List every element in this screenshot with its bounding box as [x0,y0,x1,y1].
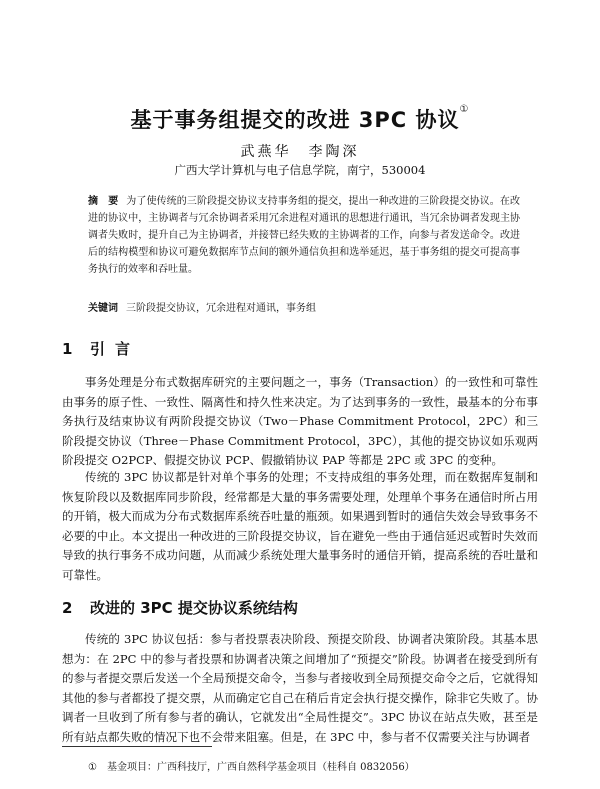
affiliation: 广西大学计算机与电子信息学院，南宁，530004 [174,163,426,177]
keywords [88,302,520,316]
paper-title-text: 基于事务组提交的改进 3PC 协议 [130,108,460,132]
footnote [88,758,415,773]
footnote-mark: ① [88,762,97,773]
footnote-text: 基金项目：广西科技厅，广西自然科学基金项目（桂科自 0832056） [106,762,415,773]
section-2-heading [62,597,298,618]
section-2-paragraph-1: 传统的 3PC 协议包括：参与者投票表决阶段、预提交阶段、协调者决策阶段。其基本思想为：在 2PC 中的参与者投票和协调者决策之间增加了“预提交”阶段。协调者在接受到所有的参与者提交票后发送一个全局预提交命令，当参与者接收到全局预提交命令之后，它就得知其他的参与者都投了提交票，从而确定它自己在稍后肯定会执行提交操作，除非它失败了。协调者一旦收到了所有参与者的确认，它就发出“全局性提交”。3PC 协议在站点失败，甚至是所有站点都失败的情况下也不会带来阻塞。但是，在 3PC 中，参与者不仅需要关注与协调者 [62,632,538,744]
authors: 武燕华 李陶深 [240,144,360,160]
section-1-paragraph-1: 事务处理是分布式数据库研究的主要问题之一，事务（Transaction）的一致性和可靠性由事务的原子性、一致性、隔离性和持久性来决定。为了达到事务的一致性，最基本的分布事务执行及结束协议有两阶段提交协议（Two－Phase Commitment Protocol，2PC）和三阶段提交协议（Three－Phase Commitment Protocol，3PC），其他的提交协议如乐观两阶段提交 O2PCP、假提交协议 PCP、假撤销协议 PAP 等都是 2PC 或 3PC 的变种。 [62,375,538,467]
keywords-text: 三阶段提交协议，冗余进程对通讯，事务组 [126,303,316,314]
section-2-title: 改进的 3PC 提交协议系统结构 [90,599,298,617]
section-1-paragraph-2: 传统的 3PC 协议都是针对单个事务的处理；不支持成组的事务处理，而在数据库复制和恢复阶段以及数据库同步阶段，经常都是大量的事务需要处理，处理单个事务在通信时所占用的开销，极大而成为分布式数据库系统吞吐量的瓶颈。如果遇到暂时的通信失效会导致事务不必要的中止。本文提出一种改进的三阶段提交协议，旨在避免一些由于通信延迟或暂时失效而导致的执行事务不成功问题，从而减少系统处理大量事务时的通信开销，提高系统的吞吐量和可靠性。 [62,470,538,582]
abstract-label: 摘 要 [88,196,119,207]
footnote-divider [62,746,212,747]
abstract [88,193,520,278]
section-1-number: 1 [62,340,73,358]
section-1-title: 引言 [90,340,141,358]
section-1-heading [62,338,140,359]
keywords-label: 关键词 [88,303,118,314]
title-footnote-mark: ① [459,104,470,115]
paper-title [0,104,600,134]
abstract-text: 为了使传统的三阶段提交协议支持事务组的提交，提出一种改进的三阶段提交协议。在改进的协议中，主协调者与冗余协调者采用冗余进程对通讯的思想进行通讯，当冗余协调者发现主协调者失败时，提升自己为主协调者，并接替已经失败的主协调者的工作，向参与者发送命令。改进后的结构模型和协议可避免数据库节点间的额外通信负担和选举延迟，基于事务组的提交可提高事务执行的效率和吞吐量。 [88,196,521,275]
section-2-number: 2 [62,599,73,617]
